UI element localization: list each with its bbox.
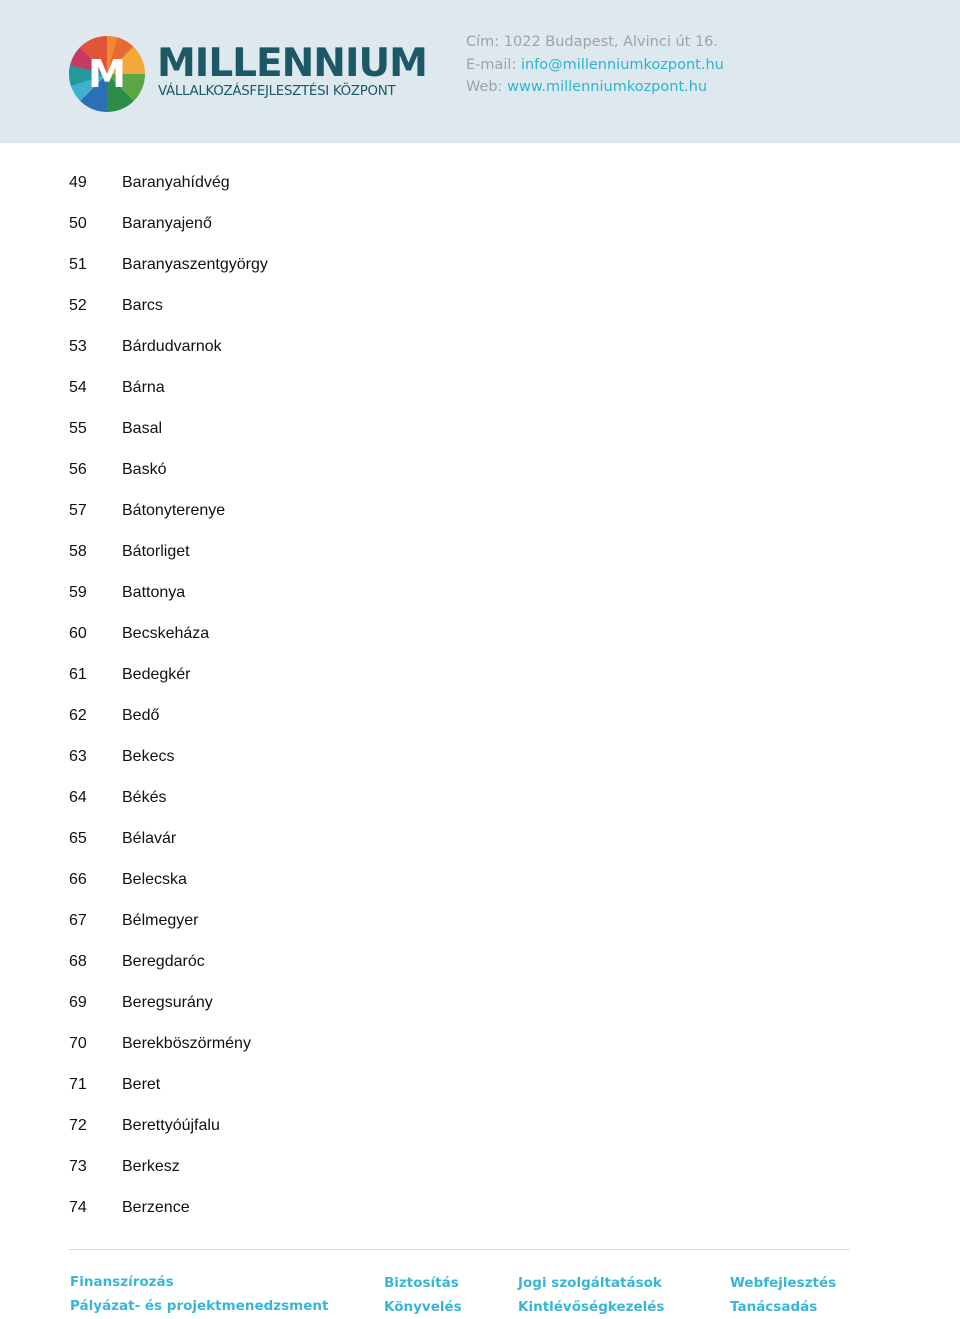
item-name: Baranyaszentgyörgy [122,255,268,273]
list-item [69,859,268,900]
item-number: 51 [69,255,87,273]
list-item [69,285,268,326]
list-item [69,244,268,285]
item-number: 56 [69,460,87,478]
item-number: 57 [69,501,87,519]
web-label: Web: [466,79,503,95]
item-name: Bedő [122,706,160,724]
item-number: 49 [69,173,87,191]
footer-legal: Jogi szolgáltatások [518,1275,662,1291]
item-number: 55 [69,419,87,437]
list-item [69,613,268,654]
list-item [69,818,268,859]
item-name: Baranyahídvég [122,173,230,191]
settlement-list [69,162,268,1228]
item-name: Basal [122,419,163,437]
web-link[interactable]: www.millenniumkozpont.hu [507,79,708,95]
contact-email [466,54,724,77]
item-number: 52 [69,296,87,314]
item-number: 68 [69,952,87,970]
item-name: Beret [122,1075,161,1093]
item-number: 64 [69,788,87,806]
footer-accounting: Könyvelés [384,1299,462,1315]
contact-address [466,31,724,54]
item-name: Berkesz [122,1157,180,1175]
item-number: 50 [69,214,87,232]
brand-name: MILLENNIUM [157,41,427,86]
item-name: Belecska [122,870,187,888]
list-item [69,1064,268,1105]
list-item [69,408,268,449]
item-name: Bárna [122,378,165,396]
item-number: 74 [69,1198,87,1216]
item-number: 61 [69,665,87,683]
footer-debt: Kintlévőségkezelés [518,1299,665,1315]
item-number: 73 [69,1157,87,1175]
item-name: Beregsurány [122,993,213,1011]
item-name: Bátorliget [122,542,190,560]
list-item [69,695,268,736]
list-item [69,736,268,777]
item-name: Bélmegyer [122,911,199,929]
logo-letter: M [88,52,126,96]
item-name: Beregdaróc [122,952,205,970]
item-number: 67 [69,911,87,929]
brand-subtitle: VÁLLALKOZÁSFEJLESZTÉSI KÖZPONT [158,84,396,99]
footer-webdev: Webfejlesztés [730,1275,837,1291]
address-value: 1022 Budapest, Alvinci út 16. [503,34,719,50]
list-item [69,982,268,1023]
item-number: 60 [69,624,87,642]
item-name: Bekecs [122,747,175,765]
list-item [69,777,268,818]
item-number: 66 [69,870,87,888]
item-name: Baranyajenő [122,214,212,232]
item-name: Bélavár [122,829,177,847]
list-item [69,1023,268,1064]
item-name: Baskó [122,460,167,478]
list-item [69,367,268,408]
contact-block [466,31,724,99]
item-name: Bárdudvarnok [122,337,222,355]
item-name: Becskeháza [122,624,210,642]
footer-divider [69,1249,850,1250]
item-name: Bátonyterenye [122,501,226,519]
footer-insurance: Biztosítás [384,1275,459,1291]
item-name: Bedegkér [122,665,191,683]
item-number: 62 [69,706,87,724]
list-item [69,900,268,941]
item-name: Barcs [122,296,163,314]
address-label: Cím: [466,34,500,50]
item-number: 58 [69,542,87,560]
item-number: 65 [69,829,87,847]
item-name: Berzence [122,1198,190,1216]
footer-tender: Pályázat- és projektmenedzsment [70,1298,329,1314]
list-item [69,203,268,244]
list-item [69,1105,268,1146]
list-item [69,531,268,572]
list-item [69,326,268,367]
item-name: Battonya [122,583,186,601]
list-item [69,1146,268,1187]
item-number: 69 [69,993,87,1011]
list-item [69,572,268,613]
millennium-logo-icon [68,35,146,113]
contact-web [466,76,724,99]
list-item [69,1187,268,1228]
item-name: Békés [122,788,167,806]
list-item [69,654,268,695]
footer-finance: Finanszírozás [70,1274,174,1290]
email-label: E-mail: [466,56,517,73]
page-header [0,0,960,143]
item-number: 53 [69,337,87,355]
item-number: 71 [69,1075,87,1093]
item-number: 63 [69,747,87,765]
item-name: Berekböszörmény [122,1034,251,1052]
item-number: 54 [69,378,87,396]
email-link[interactable]: info@millenniumkozpont.hu [520,56,724,73]
item-number: 59 [69,583,87,601]
item-name: Berettyóújfalu [122,1116,220,1134]
list-item [69,490,268,531]
item-number: 72 [69,1116,87,1134]
footer-consulting: Tanácsadás [730,1299,818,1315]
list-item [69,162,268,203]
list-item [69,941,268,982]
item-number: 70 [69,1034,87,1052]
list-item [69,449,268,490]
